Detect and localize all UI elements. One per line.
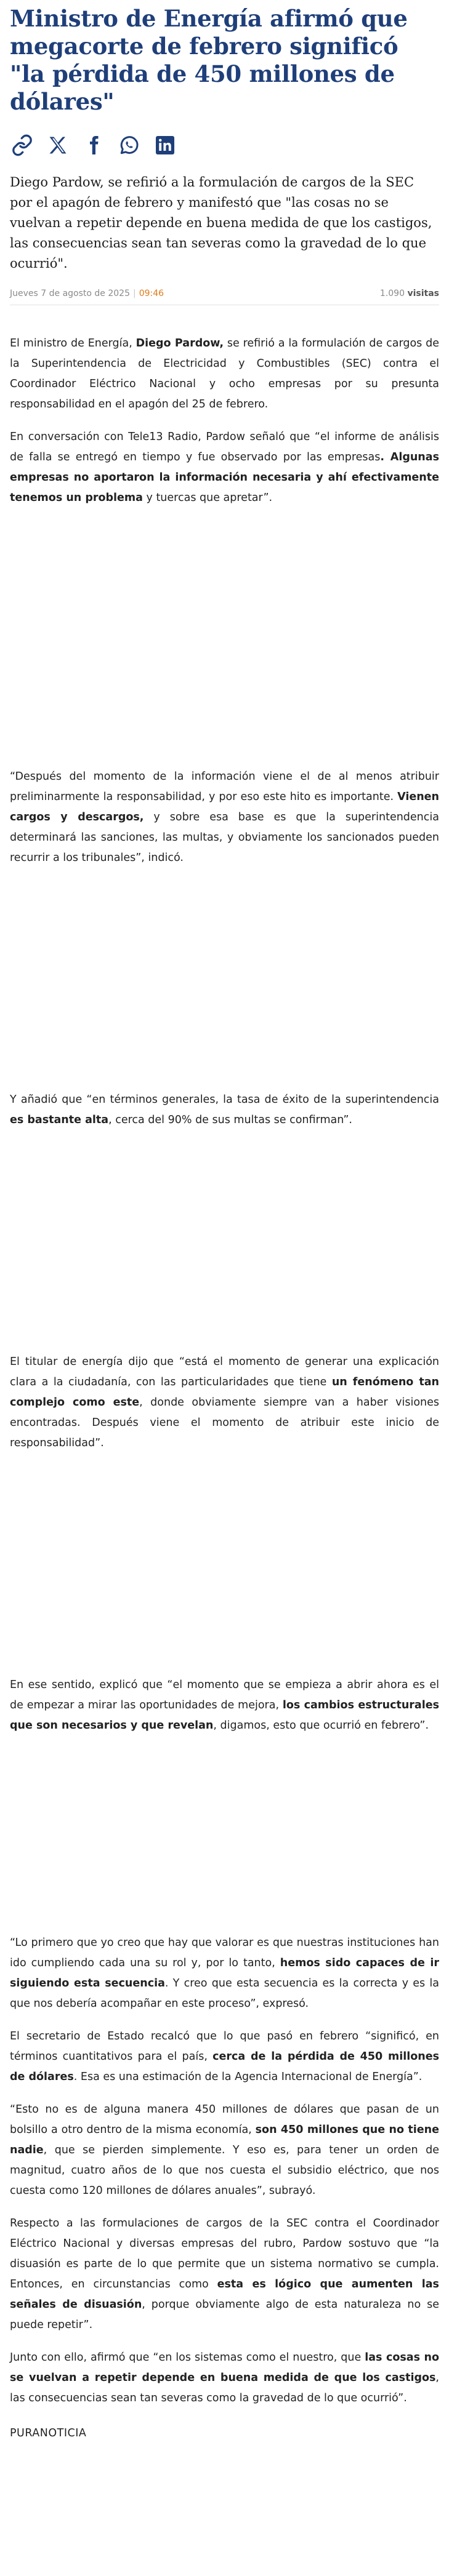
paragraph-11-text-b: , las consecuencias sean tan severas como la gravedad de lo que ocurrió”. bbox=[10, 2372, 439, 2404]
visit-label: visitas bbox=[407, 289, 439, 298]
meta-separator: | bbox=[132, 289, 136, 298]
article-body bbox=[10, 334, 439, 2444]
paragraph-2-bold: . Algunas empresas no aportaron la información necesaria y ahí efectivamente tenemos un problema bbox=[10, 451, 439, 504]
paragraph-3-bold: Vienen cargos y descargos, bbox=[10, 791, 439, 823]
paragraph-4-bold: es bastante alta bbox=[10, 1114, 109, 1126]
x-icon[interactable] bbox=[46, 133, 70, 158]
paragraph-6-bold: los cambios estructurales que son necesarios y que revelan bbox=[10, 1699, 439, 1732]
embed-placeholder bbox=[10, 868, 439, 1090]
article-meta bbox=[10, 289, 439, 305]
paragraph-8-bold: cerca de la pérdida de 450 millones de dólares bbox=[10, 2050, 440, 2083]
paragraph-3-text-b: y sobre esa base es que la superintendencia determinará las sanciones, las multas, y obviamente los sancionados pueden recurrir a los tribunales”, indicó. bbox=[10, 811, 439, 864]
publish-date: Jueves 7 de agosto de 2025 bbox=[10, 289, 130, 298]
paragraph-9-text-b: , que se pierden simplemente. Y eso es, para tener un orden de magnitud, cuatro años de lo que nos cuesta el subsidio eléctrico, que nos cuesta como 120 millones de dólares anuales”, subrayó. bbox=[10, 2144, 439, 2197]
publish-info bbox=[10, 289, 164, 298]
paragraph-6-text-a: En ese sentido, explicó que “el momento que se empieza a abrir ahora es el de empezar a mirar las oportunidades de mejora, bbox=[10, 1679, 439, 1711]
embed-placeholder bbox=[10, 508, 439, 767]
visit-counter bbox=[380, 289, 439, 298]
paragraph-2-text-b: y tuercas que apretar”. bbox=[142, 492, 273, 504]
paragraph-2 bbox=[10, 427, 439, 508]
paragraph-9 bbox=[10, 2100, 439, 2201]
publish-time: 09:46 bbox=[139, 289, 164, 298]
paragraph-10-text-b: , porque obviamente algo de esta naturaleza no se puede repetir”. bbox=[10, 2298, 439, 2331]
embed-placeholder bbox=[10, 1736, 439, 1933]
embed-placeholder bbox=[10, 1130, 439, 1352]
whatsapp-icon[interactable] bbox=[117, 133, 142, 158]
paragraph-7-bold: hemos sido capaces de ir siguiendo esta secuencia bbox=[10, 1957, 439, 1990]
paragraph-10-bold: esta es lógico que aumenten las señales de disuasión bbox=[10, 2278, 439, 2311]
paragraph-4 bbox=[10, 1090, 439, 1130]
visit-count: 1.090 bbox=[379, 289, 405, 298]
paragraph-10 bbox=[10, 2214, 439, 2335]
linkedin-icon[interactable] bbox=[153, 133, 177, 158]
paragraph-7 bbox=[10, 1933, 439, 2014]
paragraph-1-text-b: se refirió a la formulación de cargos de la Superintendencia de Electricidad y Combustibles (SEC) contra el Coordinador Eléctrico Nacional y ocho empresas por su presunta responsabilidad en el apagón del 25 de febrero. bbox=[10, 337, 439, 410]
paragraph-1 bbox=[10, 334, 439, 415]
paragraph-6 bbox=[10, 1675, 439, 1736]
paragraph-8 bbox=[10, 2026, 439, 2087]
paragraph-11-text-a: Junto con ello, afirmó que “en los sistemas como el nuestro, que bbox=[10, 2351, 365, 2364]
paragraph-7-text-a: “Lo primero que yo creo que hay que valorar es que nuestras instituciones han ido cumpliendo cada una su rol y, por lo tanto, bbox=[10, 1937, 439, 1969]
paragraph-3 bbox=[10, 767, 439, 868]
article-title: Ministro de Energía afirmó que megacorte de febrero significó "la pérdida de 450 millones de dólares" bbox=[10, 5, 408, 115]
share-bar bbox=[10, 133, 439, 158]
paragraph-5-text-a: El titular de energía dijo que “está el momento de generar una explicación clara a la ciudadanía, con las particularidades que tiene bbox=[10, 1356, 439, 1388]
paragraph-5-text-b: , donde obviamente siempre van a haber visiones encontradas. Después viene el momento de atribuir este inicio de responsabilidad”. bbox=[10, 1396, 439, 1449]
paragraph-6-text-b: , digamos, esto que ocurrió en febrero”. bbox=[213, 1719, 429, 1732]
paragraph-4-text-b: , cerca del 90% de sus multas se confirman”. bbox=[108, 1114, 352, 1126]
paragraph-11-bold: las cosas no se vuelvan a repetir depende en buena medida de que los castigos bbox=[10, 2351, 439, 2384]
paragraph-5 bbox=[10, 1352, 439, 1454]
paragraph-9-text-a: “Esto no es de alguna manera 450 millones de dólares que pasan de un bolsillo a otro dentro de la misma economía, bbox=[10, 2103, 439, 2136]
paragraph-8-text-b: . Esa es una estimación de la Agencia Internacional de Energía”. bbox=[73, 2071, 423, 2083]
paragraph-1-bold: Diego Pardow, bbox=[136, 337, 224, 350]
paragraph-11 bbox=[10, 2348, 439, 2409]
paragraph-3-text-a: “Después del momento de la información viene el de al menos atribuir preliminarmente la responsabilidad, y por eso este hito es importante. bbox=[10, 770, 439, 803]
paragraph-7-text-b: . Y creo que esta secuencia es la correcta y es la que nos debería acompañar en este proceso”, expresó. bbox=[10, 1977, 439, 2010]
paragraph-5-bold: un fenómeno tan complejo como este bbox=[10, 1376, 439, 1409]
facebook-icon[interactable] bbox=[81, 133, 106, 158]
paragraph-1-text-a: El ministro de Energía, bbox=[10, 337, 136, 350]
link-icon[interactable] bbox=[10, 133, 34, 158]
paragraph-10-text-a: Respecto a las formulaciones de cargos de la SEC contra el Coordinador Eléctrico Nacional y diversas empresas del rubro, Pardow sostuvo que “la disuasión es parte de lo que permite que un sistema normativo se cumpla. Entonces, en circunstancias como bbox=[10, 2217, 439, 2290]
paragraph-2-text-a: En conversación con Tele13 Radio, Pardow señaló que “el informe de análisis de falla se entregó en tiempo y fue observado por las empresas bbox=[10, 431, 439, 463]
paragraph-8-text-a: El secretario de Estado recalcó que lo que pasó en febrero “significó, en términos cuantitativos para el país, bbox=[10, 2030, 439, 2063]
article-source: PURANOTICIA bbox=[10, 2427, 87, 2439]
article-lead: Diego Pardow, se refirió a la formulación de cargos de la SEC por el apagón de febrero y manifestó que "las cosas no se vuelvan a repetir depende en buena medida de que los castigos, las consecuencias sean tan severas como la gravedad de lo que ocurrió". bbox=[10, 175, 432, 271]
embed-placeholder bbox=[10, 1454, 439, 1675]
paragraph-9-bold: son 450 millones que no tiene nadie bbox=[10, 2124, 439, 2156]
paragraph-4-text-a: Y añadió que “en términos generales, la tasa de éxito de la superintendencia bbox=[10, 1094, 439, 1106]
